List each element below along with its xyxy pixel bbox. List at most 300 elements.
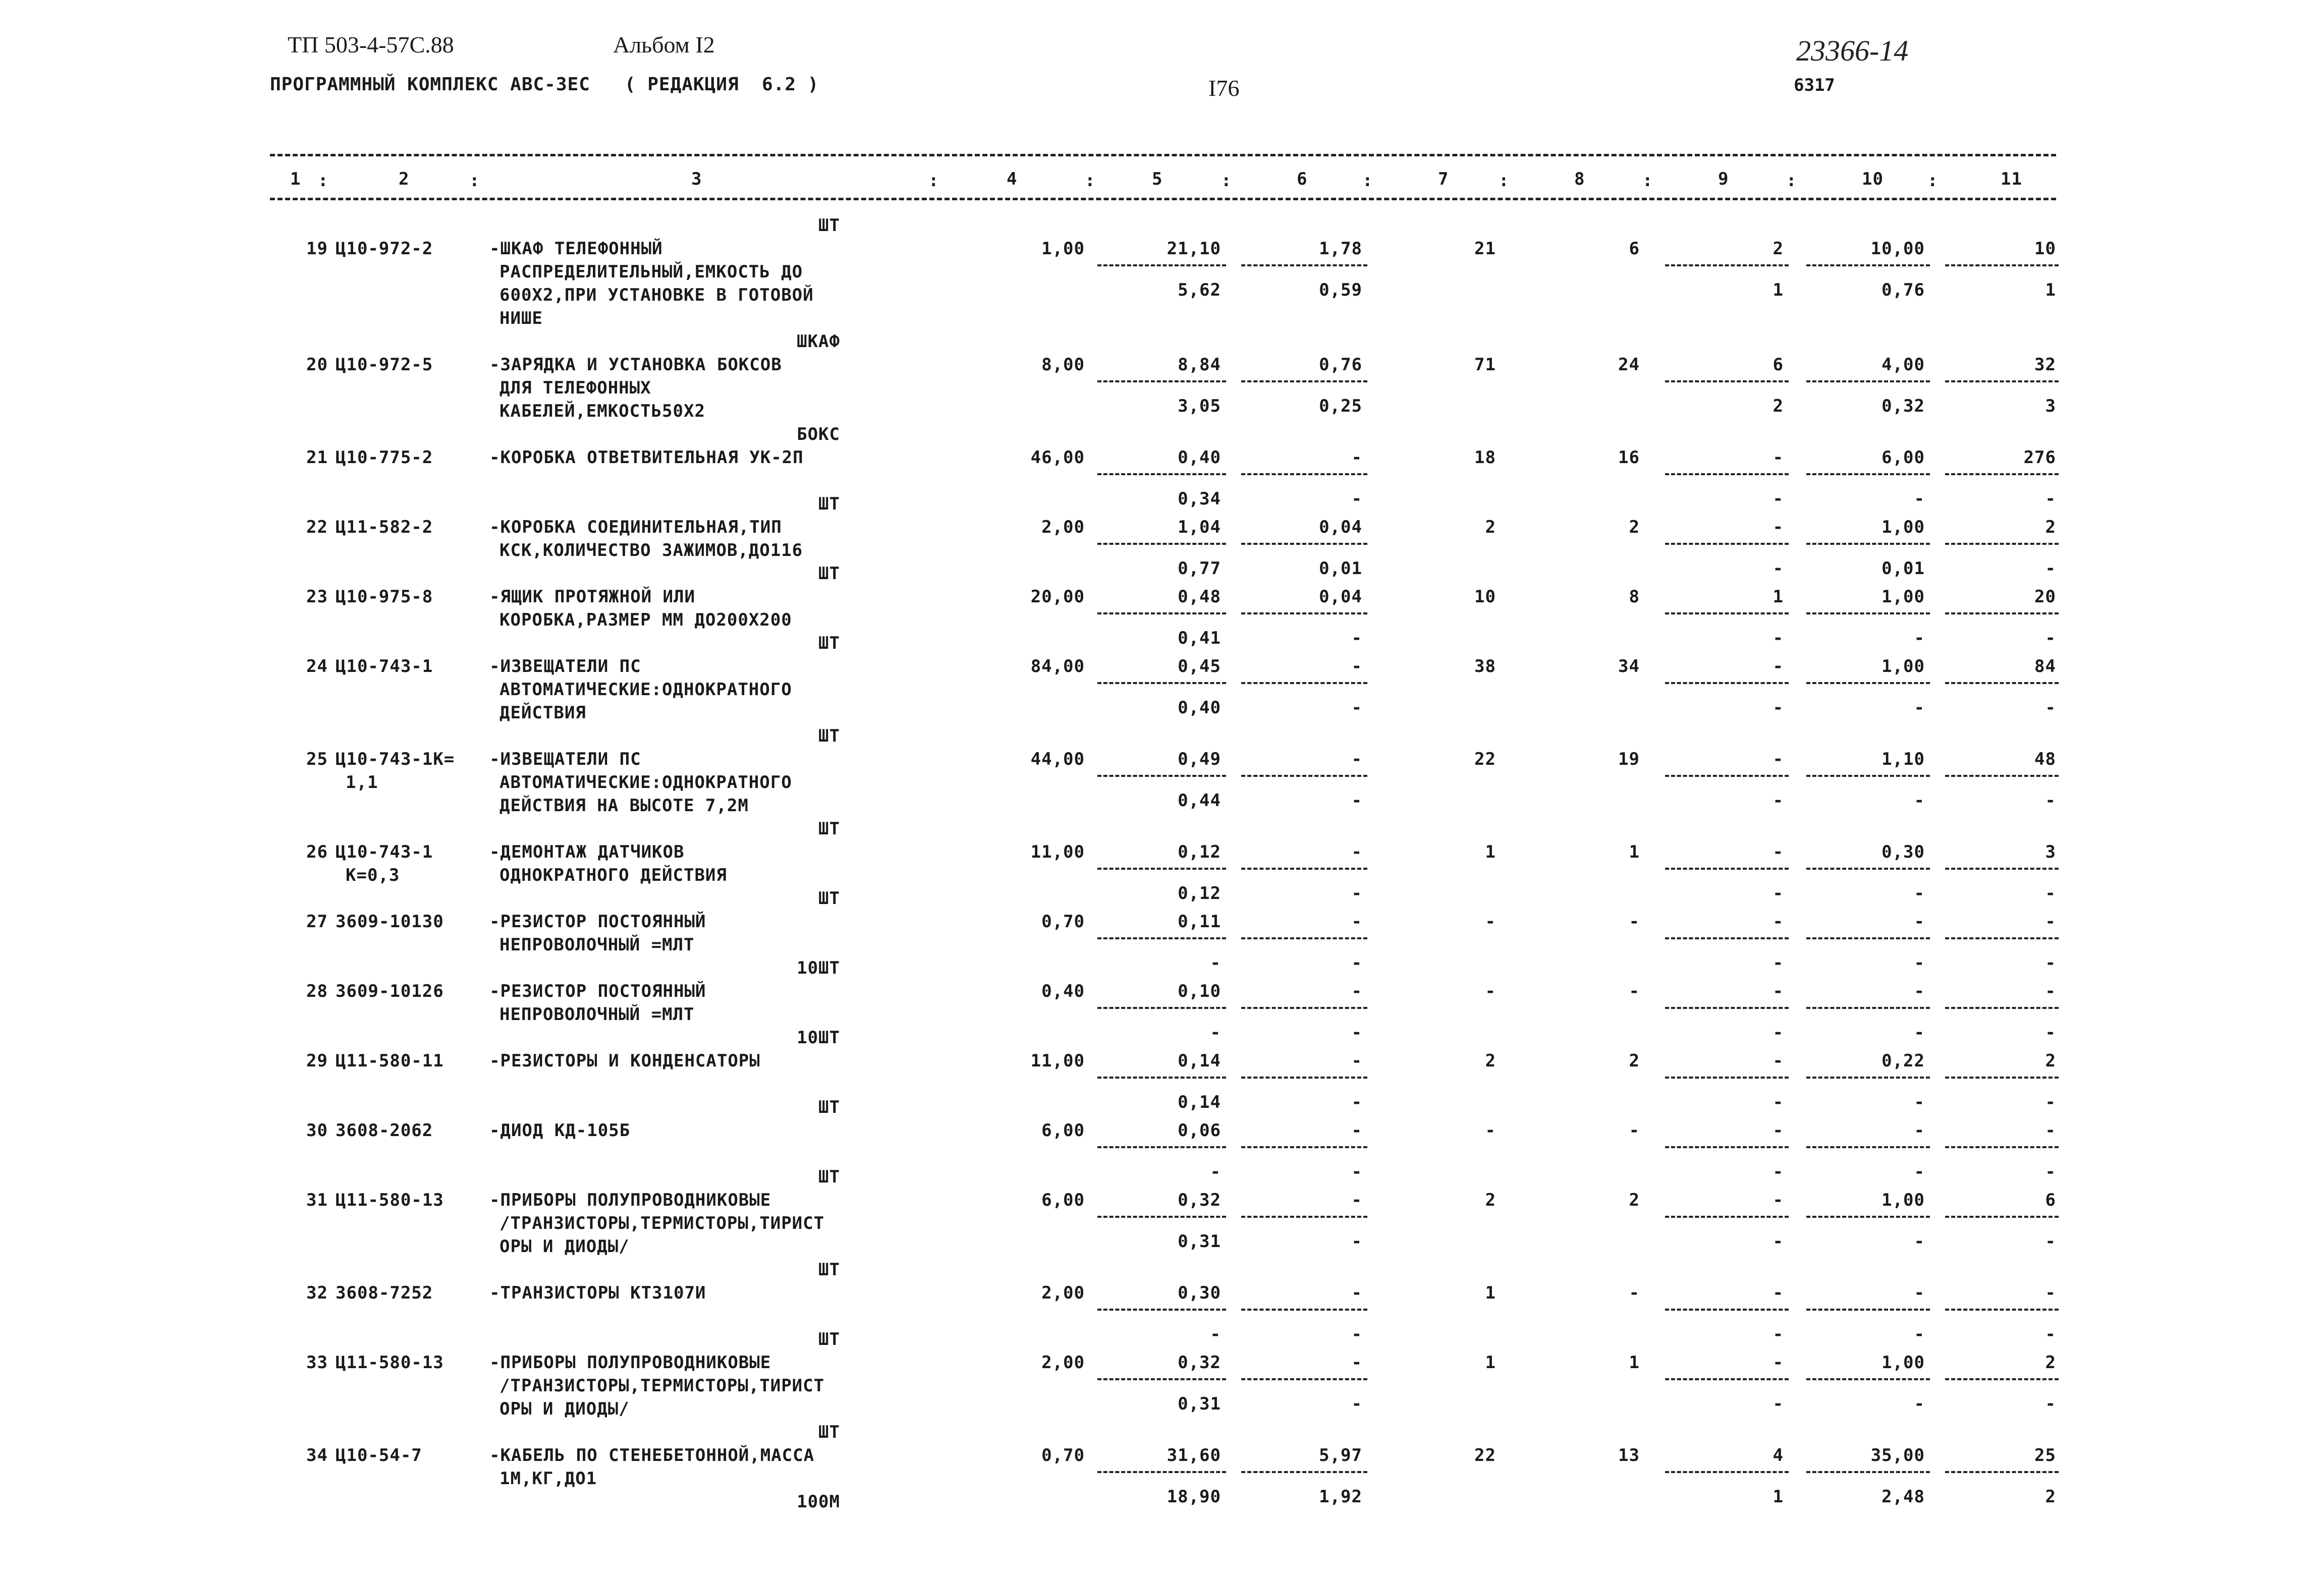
cell-divider — [1806, 775, 1930, 777]
cell-col9-lower: 2 — [1773, 396, 1784, 416]
column-separator: : — [318, 171, 328, 191]
column-separator: : — [1221, 171, 1232, 191]
cell-col11-lower: - — [2045, 953, 2056, 973]
cell-col11-lower: - — [2045, 1092, 2056, 1112]
cell-col6: - — [1351, 912, 1362, 932]
row-code: Ц10-775-2 — [336, 447, 433, 468]
cell-qty: 2,00 — [1041, 1352, 1085, 1373]
cell-divider — [1945, 1471, 2059, 1473]
cell-col9-lower: - — [1773, 883, 1784, 904]
cell-qty: 6,00 — [1041, 1190, 1085, 1210]
column-separator: : — [1927, 171, 1938, 191]
cell-col6-lower: - — [1351, 698, 1362, 718]
cell-col6-lower: - — [1351, 953, 1362, 973]
row-name-line: 1М,КГ,ДО1 — [500, 1469, 597, 1489]
column-separator: : — [1786, 171, 1797, 191]
cell-divider — [1806, 1216, 1930, 1218]
cell-col11-lower: - — [2045, 628, 2056, 648]
cell-col9-lower: - — [1773, 791, 1784, 811]
row-name-line: -ПРИБОРЫ ПОЛУПРОВОДНИКОВЫЕ — [489, 1190, 771, 1210]
cell-qty: 0,40 — [1041, 981, 1085, 1001]
cell-col5: 0,40 — [1178, 447, 1221, 468]
cell-col11-lower: - — [2045, 1231, 2056, 1252]
row-unit: ШТ — [818, 1097, 840, 1117]
row-name-line: -ШКАФ ТЕЛЕФОННЫЙ — [489, 239, 663, 259]
cell-col9: - — [1773, 447, 1784, 468]
cell-divider — [1097, 1216, 1226, 1218]
cell-col11-lower: - — [2045, 791, 2056, 811]
cell-col9: - — [1773, 981, 1784, 1001]
cell-qty: 8,00 — [1041, 355, 1085, 375]
cell-col8: 1 — [1629, 842, 1640, 862]
cell-col11: 48 — [2034, 749, 2056, 769]
cell-col5: 0,30 — [1178, 1283, 1221, 1303]
cell-col11: - — [2045, 1120, 2056, 1141]
cell-divider — [1665, 264, 1789, 266]
cell-divider — [1097, 1077, 1226, 1079]
column-number: 3 — [691, 169, 702, 189]
row-code: Ц10-743-1 — [336, 656, 433, 676]
cell-col11: 276 — [2023, 447, 2056, 468]
cell-col8: 13 — [1618, 1445, 1640, 1465]
cell-col7: 1 — [1485, 1283, 1496, 1303]
cell-divider — [1945, 612, 2059, 614]
document-reference: ТП 503-4-57С.88 — [288, 32, 454, 58]
row-unit: 10ШТ — [797, 958, 840, 978]
cell-col10: 0,22 — [1882, 1051, 1925, 1071]
cell-col6: - — [1351, 1283, 1362, 1303]
cell-qty: 1,00 — [1041, 239, 1085, 259]
cell-col11: - — [2045, 1283, 2056, 1303]
cell-col5-lower: 0,31 — [1178, 1231, 1221, 1252]
row-code: Ц11-580-13 — [336, 1190, 444, 1210]
cell-col6-lower: - — [1351, 791, 1362, 811]
cell-col8: 34 — [1618, 656, 1640, 676]
program-title: ПРОГРАММНЫЙ КОМПЛЕКС АВС-3ЕС ( РЕДАКЦИЯ 6.2 ) — [270, 74, 819, 95]
cell-col10: 1,00 — [1882, 1352, 1925, 1373]
cell-col7: - — [1485, 981, 1496, 1001]
cell-col6-lower: - — [1351, 1324, 1362, 1344]
cell-divider — [1241, 868, 1367, 870]
cell-divider — [1665, 543, 1789, 545]
row-name-line: НЕПРОВОЛОЧНЫЙ =МЛТ — [500, 935, 695, 955]
cell-col7: 10 — [1474, 587, 1496, 607]
cell-col10-lower: - — [1914, 1394, 1925, 1414]
cell-col8: 2 — [1629, 517, 1640, 537]
cell-col11-lower: - — [2045, 1023, 2056, 1043]
cell-col6-lower: - — [1351, 1231, 1362, 1252]
cell-col5: 0,49 — [1178, 749, 1221, 769]
cell-col5-lower: 5,62 — [1178, 280, 1221, 300]
row-name-line: КСК,КОЛИЧЕСТВО ЗАЖИМОВ,ДО116 — [500, 540, 803, 560]
row-unit: ШТ — [818, 726, 840, 746]
row-name-line: -ДЕМОНТАЖ ДАТЧИКОВ — [489, 842, 685, 862]
cell-divider — [1241, 1378, 1367, 1380]
cell-divider — [1806, 264, 1930, 266]
row-name-line: -ТРАНЗИСТОРЫ КТ3107И — [489, 1283, 706, 1303]
cell-divider — [1097, 1471, 1226, 1473]
cell-col5-lower: 0,34 — [1178, 489, 1221, 509]
row-name-line: /ТРАНЗИСТОРЫ,ТЕРМИСТОРЫ,ТИРИСТ — [500, 1376, 825, 1396]
cell-divider — [1665, 1077, 1789, 1079]
row-unit: ШТ — [818, 563, 840, 584]
cell-col5-lower: - — [1210, 1023, 1221, 1043]
cell-col9-lower: - — [1773, 1231, 1784, 1252]
cell-col9: 1 — [1773, 587, 1784, 607]
cell-col8: 24 — [1618, 355, 1640, 375]
cell-col9: 4 — [1773, 1445, 1784, 1465]
cell-col10: 35,00 — [1870, 1445, 1925, 1465]
row-name-line: -ЯЩИК ПРОТЯЖНОЙ ИЛИ — [489, 587, 695, 607]
cell-divider — [1945, 1309, 2059, 1311]
row-number: 27 — [306, 912, 328, 932]
column-separator: : — [928, 171, 939, 191]
row-number: 32 — [306, 1283, 328, 1303]
cell-col10-lower: - — [1914, 1231, 1925, 1252]
cell-divider — [1241, 380, 1367, 382]
cell-divider — [1097, 1378, 1226, 1380]
cell-divider — [1806, 1007, 1930, 1009]
cell-col8: 1 — [1629, 1352, 1640, 1373]
cell-qty: 0,70 — [1041, 1445, 1085, 1465]
cell-col9-lower: - — [1773, 628, 1784, 648]
cell-divider — [1806, 473, 1930, 475]
row-number: 25 — [306, 749, 328, 769]
row-number: 23 — [306, 587, 328, 607]
cell-divider — [1241, 473, 1367, 475]
cell-col11-lower: - — [2045, 883, 2056, 904]
row-code: Ц10-743-1К= — [336, 749, 455, 769]
cell-col9: - — [1773, 912, 1784, 932]
cell-col11: 32 — [2034, 355, 2056, 375]
cell-col10: 1,00 — [1882, 1190, 1925, 1210]
row-code: Ц11-580-13 — [336, 1352, 444, 1373]
cell-qty: 0,70 — [1041, 912, 1085, 932]
column-separator: : — [1085, 171, 1095, 191]
row-name-line: КОРОБКА,РАЗМЕР ММ ДО200Х200 — [500, 610, 792, 630]
cell-col5: 0,11 — [1178, 912, 1221, 932]
cell-col7: 2 — [1485, 517, 1496, 537]
cell-col5: 0,10 — [1178, 981, 1221, 1001]
cell-col10: 1,00 — [1882, 587, 1925, 607]
cell-col11: 3 — [2045, 842, 2056, 862]
cell-col5: 0,48 — [1178, 587, 1221, 607]
cell-divider — [1945, 1077, 2059, 1079]
cell-col9: 2 — [1773, 239, 1784, 259]
row-name-line: НИШЕ — [500, 308, 543, 328]
cell-qty: 6,00 — [1041, 1120, 1085, 1141]
column-number: 6 — [1297, 169, 1308, 189]
row-number: 33 — [306, 1352, 328, 1373]
cell-col11-lower: 1 — [2045, 280, 2056, 300]
column-separator: : — [1362, 171, 1373, 191]
cell-divider — [1241, 543, 1367, 545]
cell-col11-lower: 2 — [2045, 1487, 2056, 1507]
row-unit: ШТ — [818, 1422, 840, 1442]
cell-col10: 4,00 — [1882, 355, 1925, 375]
cell-col7: 22 — [1474, 749, 1496, 769]
cell-divider — [1665, 1471, 1789, 1473]
cell-col5: 0,12 — [1178, 842, 1221, 862]
cell-divider — [1097, 473, 1226, 475]
cell-col10-lower: - — [1914, 1324, 1925, 1344]
cell-divider — [1097, 543, 1226, 545]
row-number: 30 — [306, 1120, 328, 1141]
handwritten-stamp: 23366-14 — [1796, 34, 1909, 67]
row-unit: ШТ — [818, 1260, 840, 1280]
column-number: 8 — [1574, 169, 1585, 189]
row-code: 3609-10126 — [336, 981, 444, 1001]
cell-col11: 2 — [2045, 1051, 2056, 1071]
cell-col11: 10 — [2034, 239, 2056, 259]
album-label: Альбом I2 — [613, 32, 715, 58]
cell-divider — [1945, 682, 2059, 684]
cell-col6-lower: 0,01 — [1319, 558, 1362, 579]
cell-divider — [1241, 1007, 1367, 1009]
cell-divider — [1945, 1216, 2059, 1218]
cell-col9: - — [1773, 656, 1784, 676]
column-number: 10 — [1862, 169, 1884, 189]
cell-col6-lower: 0,59 — [1319, 280, 1362, 300]
row-name-line: АВТОМАТИЧЕСКИЕ:ОДНОКРАТНОГО — [500, 680, 792, 700]
cell-col6: - — [1351, 981, 1362, 1001]
cell-col11-lower: - — [2045, 558, 2056, 579]
cell-col9-lower: - — [1773, 1023, 1784, 1043]
cell-col5-lower: 18,90 — [1167, 1487, 1221, 1507]
row-code: 3608-2062 — [336, 1120, 433, 1141]
row-name-line: -ПРИБОРЫ ПОЛУПРОВОДНИКОВЫЕ — [489, 1352, 771, 1373]
cell-col10: 1,00 — [1882, 656, 1925, 676]
cell-col11: - — [2045, 981, 2056, 1001]
page-number: I76 — [1208, 75, 1240, 101]
cell-col7: - — [1485, 1120, 1496, 1141]
cell-divider — [1806, 1146, 1930, 1148]
cell-col5: 0,32 — [1178, 1352, 1221, 1373]
cell-col7: 2 — [1485, 1051, 1496, 1071]
row-name-line: НЕПРОВОЛОЧНЫЙ =МЛТ — [500, 1004, 695, 1025]
cell-divider — [1665, 612, 1789, 614]
row-number: 21 — [306, 447, 328, 468]
cell-divider — [1097, 612, 1226, 614]
row-name-line: 600Х2,ПРИ УСТАНОВКЕ В ГОТОВОЙ — [500, 285, 814, 305]
cell-col7: 38 — [1474, 656, 1496, 676]
cell-col9: - — [1773, 1051, 1784, 1071]
row-number: 24 — [306, 656, 328, 676]
cell-divider — [1241, 612, 1367, 614]
row-code: 1,1 — [346, 772, 378, 793]
cell-col8: 6 — [1629, 239, 1640, 259]
cell-col11: 20 — [2034, 587, 2056, 607]
cell-divider — [1806, 380, 1930, 382]
column-number: 5 — [1152, 169, 1163, 189]
cell-divider — [1097, 380, 1226, 382]
row-name-line: РАСПРЕДЕЛИТЕЛЬНЫЙ,ЕМКОСТЬ ДО — [500, 262, 803, 282]
cell-col5: 21,10 — [1167, 239, 1221, 259]
row-name-line: -ЗАРЯДКА И УСТАНОВКА БОКСОВ — [489, 355, 782, 375]
cell-divider — [1241, 1146, 1367, 1148]
cell-divider — [1665, 473, 1789, 475]
cell-col6: - — [1351, 447, 1362, 468]
column-separator: : — [469, 171, 480, 191]
cell-divider — [1241, 775, 1367, 777]
row-number: 29 — [306, 1051, 328, 1071]
column-number: 4 — [1007, 169, 1018, 189]
cell-col9: 6 — [1773, 355, 1784, 375]
row-unit: БОКС — [797, 424, 840, 444]
cell-col5-lower: 0,41 — [1178, 628, 1221, 648]
cell-col6: - — [1351, 1051, 1362, 1071]
cell-divider — [1665, 380, 1789, 382]
cell-col11: - — [2045, 912, 2056, 932]
cell-col10-lower: - — [1914, 1092, 1925, 1112]
row-name-line: -РЕЗИСТОР ПОСТОЯННЫЙ — [489, 912, 706, 932]
cell-divider — [1945, 937, 2059, 939]
cell-col10: - — [1914, 912, 1925, 932]
row-name-line: -ИЗВЕЩАТЕЛИ ПС — [489, 749, 641, 769]
row-unit: 100М — [797, 1492, 840, 1512]
cell-qty: 11,00 — [1030, 842, 1085, 862]
cell-col7: 1 — [1485, 842, 1496, 862]
column-number: 7 — [1438, 169, 1449, 189]
cell-col10-lower: 0,32 — [1882, 396, 1925, 416]
cell-col5: 31,60 — [1167, 1445, 1221, 1465]
row-unit: ШТ — [818, 819, 840, 839]
cell-divider — [1241, 937, 1367, 939]
row-number: 28 — [306, 981, 328, 1001]
cell-col6: - — [1351, 1352, 1362, 1373]
cell-col9-lower: - — [1773, 558, 1784, 579]
row-code: Ц10-975-8 — [336, 587, 433, 607]
cell-divider — [1665, 1146, 1789, 1148]
row-unit: ШТ — [818, 494, 840, 514]
cell-col10: 0,30 — [1882, 842, 1925, 862]
row-code: К=0,3 — [346, 865, 400, 885]
row-code: Ц10-972-2 — [336, 239, 433, 259]
cell-qty: 2,00 — [1041, 1283, 1085, 1303]
cell-divider — [1945, 1007, 2059, 1009]
cell-divider — [1097, 868, 1226, 870]
cell-divider — [1945, 264, 2059, 266]
column-number: 1 — [290, 169, 301, 189]
cell-divider — [1241, 264, 1367, 266]
cell-col6: - — [1351, 1190, 1362, 1210]
row-name-line: -ИЗВЕЩАТЕЛИ ПС — [489, 656, 641, 676]
table-top-rule — [270, 154, 2056, 156]
cell-col6: - — [1351, 842, 1362, 862]
row-name-line: КАБЕЛЕЙ,ЕМКОСТЬ50Х2 — [500, 401, 705, 421]
cell-col6-lower: - — [1351, 1162, 1362, 1182]
cell-col5-lower: 0,44 — [1178, 791, 1221, 811]
cell-col5-lower: 0,14 — [1178, 1092, 1221, 1112]
row-name-line: -РЕЗИСТОР ПОСТОЯННЫЙ — [489, 981, 706, 1001]
cell-col11: 84 — [2034, 656, 2056, 676]
cell-col5-lower: 3,05 — [1178, 396, 1221, 416]
cell-col6: - — [1351, 656, 1362, 676]
cell-col6-lower: - — [1351, 883, 1362, 904]
row-name-line: -ДИОД КД-105Б — [489, 1120, 631, 1141]
cell-col9-lower: 1 — [1773, 280, 1784, 300]
row-name-line: ОДНОКРАТНОГО ДЕЙСТВИЯ — [500, 865, 727, 885]
cell-col6: - — [1351, 749, 1362, 769]
cell-qty: 84,00 — [1030, 656, 1085, 676]
cell-col10: 10,00 — [1870, 239, 1925, 259]
cell-col11-lower: - — [2045, 698, 2056, 718]
cell-col9-lower: - — [1773, 1092, 1784, 1112]
cell-col11-lower: - — [2045, 1394, 2056, 1414]
cell-col9-lower: - — [1773, 698, 1784, 718]
row-name-line: -КОРОБКА ОТВЕТВИТЕЛЬНАЯ УК-2П — [489, 447, 804, 468]
cell-divider — [1806, 543, 1930, 545]
cell-qty: 2,00 — [1041, 517, 1085, 537]
cell-col9-lower: - — [1773, 1162, 1784, 1182]
cell-divider — [1097, 1146, 1226, 1148]
cell-col9: - — [1773, 1190, 1784, 1210]
cell-divider — [1241, 682, 1367, 684]
cell-divider — [1806, 612, 1930, 614]
row-unit: ШКАФ — [797, 331, 840, 352]
cell-col8: 16 — [1618, 447, 1640, 468]
cell-col8: - — [1629, 912, 1640, 932]
cell-col10: - — [1914, 981, 1925, 1001]
cell-divider — [1945, 1378, 2059, 1380]
row-number: 20 — [306, 355, 328, 375]
cell-col9: - — [1773, 1283, 1784, 1303]
cell-col9: - — [1773, 1352, 1784, 1373]
cell-divider — [1945, 1146, 2059, 1148]
cell-divider — [1806, 868, 1930, 870]
cell-col7: 71 — [1474, 355, 1496, 375]
cell-col6: 0,76 — [1319, 355, 1362, 375]
cell-col6: 1,78 — [1319, 239, 1362, 259]
row-unit: ШТ — [818, 1329, 840, 1349]
cell-col10-lower: - — [1914, 1023, 1925, 1043]
cell-col10-lower: - — [1914, 628, 1925, 648]
cell-divider — [1665, 868, 1789, 870]
table-header-rule — [270, 198, 2056, 200]
cell-col5-lower: 0,77 — [1178, 558, 1221, 579]
cell-col5-lower: - — [1210, 1162, 1221, 1182]
cell-col5-lower: 0,31 — [1178, 1394, 1221, 1414]
cell-col11: 6 — [2045, 1190, 2056, 1210]
cell-col10-lower: - — [1914, 698, 1925, 718]
cell-divider — [1945, 868, 2059, 870]
cell-col8: 2 — [1629, 1051, 1640, 1071]
column-separator: : — [1642, 171, 1653, 191]
cell-divider — [1806, 937, 1930, 939]
cell-col5: 8,84 — [1178, 355, 1221, 375]
cell-divider — [1945, 380, 2059, 382]
row-name-line: -КАБЕЛЬ ПО СТЕНЕБЕТОННОЙ,МАССА — [489, 1445, 815, 1465]
row-number: 26 — [306, 842, 328, 862]
cell-divider — [1806, 1077, 1930, 1079]
row-unit: ШТ — [818, 888, 840, 909]
row-name-line: ДЕЙСТВИЯ НА ВЫСОТЕ 7,2М — [500, 796, 749, 816]
cell-col5: 0,32 — [1178, 1190, 1221, 1210]
cell-col11-lower: - — [2045, 1162, 2056, 1182]
cell-divider — [1806, 1378, 1930, 1380]
cell-col6-lower: - — [1351, 1092, 1362, 1112]
cell-col5: 0,06 — [1178, 1120, 1221, 1141]
cell-divider — [1241, 1077, 1367, 1079]
cell-col6-lower: 0,25 — [1319, 396, 1362, 416]
cell-divider — [1945, 543, 2059, 545]
cell-qty: 11,00 — [1030, 1051, 1085, 1071]
row-code: Ц11-582-2 — [336, 517, 433, 537]
row-number: 34 — [306, 1445, 328, 1465]
cell-col10-lower: 0,76 — [1882, 280, 1925, 300]
cell-divider — [1241, 1309, 1367, 1311]
cell-divider — [1665, 1007, 1789, 1009]
